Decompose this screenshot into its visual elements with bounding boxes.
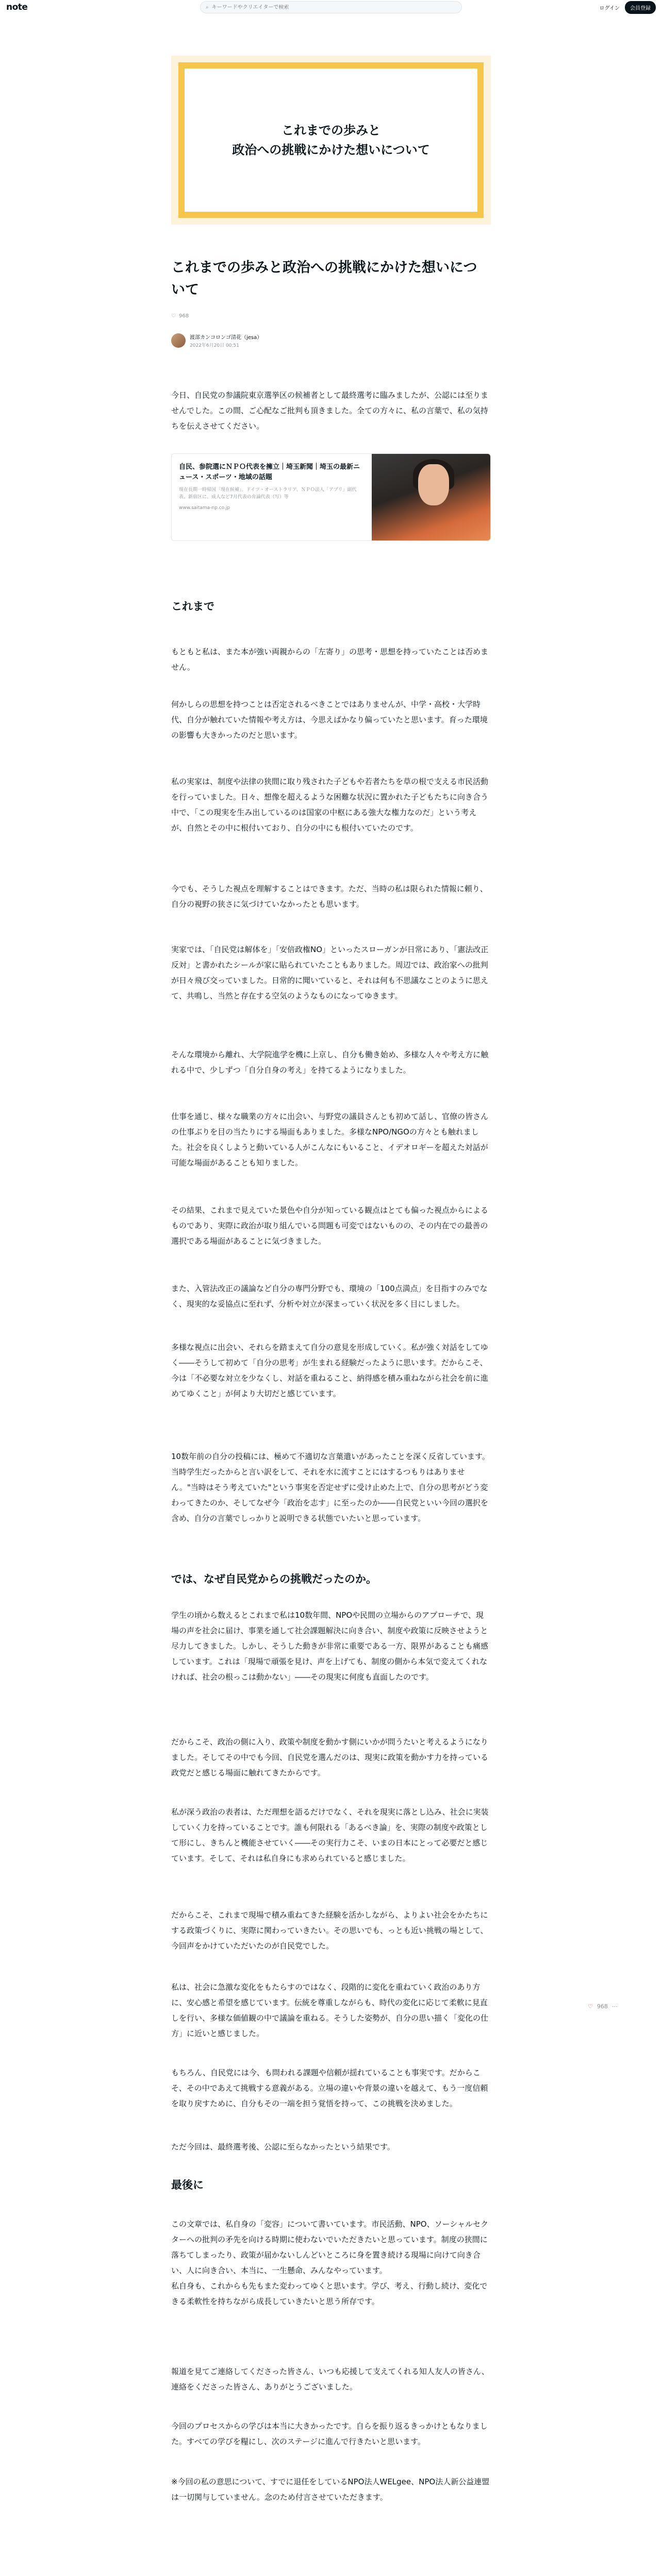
note-logo[interactable]: note: [6, 2, 28, 12]
body-paragraph: ※今回の私の意思について、すでに退任をしているNPO法人WELgee、NPO法人新公益連盟は一切関与していません。念のため付言させていただきます。: [171, 2477, 490, 2502]
body-paragraph: もともと私は、また本が強い両親からの「左寄り」の思考・思想を持っていたことは否めません。: [171, 647, 489, 672]
body-paragraph: 私の実家は、制度や法律の狭間に取り残された子どもや若者たちを草の根で支える市民活動を行っていました。日々、想像を超えるような困難な状況に置かれた子どもたちに向き合う中で、「この現実を生み出しているのは国家の中枢にある強大な権力なのだ」という考えが、自然とその中に根付いており、自分の中にも根付いていたのです。: [171, 777, 489, 833]
top-bar: [0, 0, 662, 14]
embed-url: www.saitama-np.co.jp: [179, 505, 230, 511]
eyecatch-image: [171, 56, 491, 225]
author-name[interactable]: 渡部カンコロンゴ清花（jesa）: [190, 335, 262, 341]
section-heading-closing: 最後に: [171, 2179, 204, 2191]
intro-paragraph: 今日、自民党の参議院東京選挙区の候補者として最終選考に臨みましたが、公認には至りませんでした。この間、ご心配なご批判も頂きました。全ての方々に、私の言葉で、私の気持ちを伝えさせてください。: [171, 391, 489, 431]
body-paragraph: そんな環境から離れ、大学院進学を機に上京し、自分も働き始め、多様な人々や考え方に触れる中で、少しずつ「自分自身の考え」を持てるようになりました。: [171, 1050, 489, 1075]
section-heading-why: では、なぜ自民党からの挑戦だったのか。: [171, 1573, 377, 1585]
embed-title: 自民、参院選にＮＰＯ代表を擁立｜埼玉新聞｜埼玉の最新ニュース・スポーツ・地域の話題: [179, 463, 360, 481]
body-paragraph: だからこそ、これまで現場で積み重ねてきた経験を活かしながら、よりよい社会をかたちにする政策づくりに、実際に関わっていきたい。その思いでも、っとも近い挑戦の場として、今回声をかけていただいたのが自民党でした。: [171, 1910, 488, 1951]
body-paragraph: だからこそ、政治の側に入り、政策や制度を動かす側にいかが問うたいと考えるようになりました。そしてその中でも今回、自民党を選んだのは、現実に政策を動かす力を持っている政党だと感じる場面に触れてきたからです。: [171, 1737, 489, 1777]
search-icon: ⌕: [206, 4, 209, 10]
body-paragraph: この文章では、私自身の「変容」について書いています。市民活動、NPO、ソーシャルセクターへの批判の矛先を向ける時期に使わないでいただきたいと思っています。制度の狭間に落ちてしまったり、政策が届かないしんどいところに身を置き続ける現場に向けて向き合い、人に向き合い、本当に、一生懸命、みんなやっています。 私自身も、これからも先もまた変わってゆくと思います。学び、考え、行動し続け、変化できる柔軟性を持ちながら成長していきたいと思う所存です。: [171, 2219, 488, 2306]
body-paragraph: その結果、これまで見えていた景色や自分が知っている観点はとても偏った視点からによるものであり、実際に政治が取り組んでいる問題も可変ではないものの、その内在での最善の選択である場面があることに気づきました。: [171, 1206, 489, 1246]
author-avatar[interactable]: [171, 333, 186, 348]
floating-like[interactable]: [588, 2003, 618, 2010]
body-paragraph: 私は、社会に急激な変化をもたらすのではなく、段階的に変化を重ねていく政治のあり方に、安心感と希望を感じています。伝統を尊重しながらも、時代の変化に応じて柔軟に見直しを行い、多様な価値観の中で議論を重ねる。そうした姿勢が、自分の思い描く「変化の仕方」に近いと感じました。: [171, 1982, 489, 2038]
body-paragraph: 私が深う政治の表者は、ただ理想を語るだけでなく、それを現実に落とし込み、社会に実装していく力を持っていることです。誰も何限れる「あるべき論」を、実際の制度や政策として形にし、きちんと機能させていく――その実行力こそ、いまの日本にとって必要だと感じています。そして、それは私自身にも求められていると感じました。: [171, 1807, 489, 1863]
article-title: これまでの歩みと政治への挑戦にかけた想いについて: [171, 260, 477, 298]
body-paragraph: また、入管法改正の議論など自分の専門分野でも、環境の「100点満点」を目指すのみでなく、現実的な妥協点に至れず、分析や対立が深まっていく状況を多く目にしました。: [171, 1284, 488, 1309]
signup-button[interactable]: 会員登録: [625, 1, 656, 14]
link-embed-card[interactable]: [171, 453, 491, 541]
body-paragraph: 仕事を通じ、様々な職業の方々に出会い、与野党の議員さんとも初めて話し、官僚の皆さんの仕事ぶりを目の当たりにする場面もありました。多様なNPO/NGOの方々とも触れました。社会を良くしようと動いている人がこんなにもいること、イデオロギーを超えた対話が可能な場面があることも知りました。: [171, 1112, 489, 1167]
body-paragraph: 報道を見てご連絡してくださった皆さん、いつも応援して支えてくれる知人友人の皆さん、連絡をくださった皆さん、ありがとうございました。: [171, 2367, 489, 2392]
eyecatch-frame: [178, 62, 484, 218]
post-date: 2022年6月20日 00:51: [190, 343, 239, 348]
body-paragraph: 多様な視点に出会い、それらを踏まえて自分の意見を形成していく。私が強く対話をしてゆく――そうして初めて「自分の思考」が生まれる経験だったように思います。だからこそ、今は「不必要な対立を少なくし、対話を重ねること、納得感を積み重ねながら社会を前に進めてゆくこと」が何より大切だと感じています。: [171, 1343, 489, 1398]
embed-text: [172, 454, 372, 540]
search-box[interactable]: [200, 1, 462, 13]
embed-description: 現在長期一時帰国「現在候補」。ドイツ・オーストラリア、ＮＰＯ法人「アプリ」副代表、新宿区に、成人など7月代表の弁論代表（写）等: [179, 487, 357, 500]
floating-like-count: 968: [597, 2003, 608, 2010]
header-actions: [600, 1, 656, 14]
section-heading-past: これまで: [171, 600, 214, 613]
body-paragraph: 今でも、そうした視点を理解することはできます。ただ、当時の私は限られた情報に頼り、自分の視野の狭さに気づけていなかったとも思います。: [171, 884, 488, 909]
body-paragraph: 何かしらの思想を持つことは否定されるべきことではありませんが、中学・高校・大学時代、自分が触れていた情報や考え方は、今思えばかなり偏っていたと思います。育った環境の影響も大きかったのだと思います。: [171, 700, 488, 740]
author-meta: [190, 333, 262, 348]
body-paragraph: ただ今回は、最終選考後、公認に至らなかったという結果です。: [171, 2142, 395, 2151]
search-input[interactable]: [212, 5, 439, 10]
like-count: 968: [178, 313, 189, 319]
heart-icon[interactable]: ♡: [588, 2003, 593, 2010]
embed-thumbnail: [372, 454, 490, 541]
body-paragraph: もちろん、自民党には今、も問われる課題や信頼が揺れていることも事実です。だからこそ、その中であえて挑戦する意義がある。立場の違いや背景の違いを越えて、もう一度信頼を取り戻すために、自分もその一端を担う覚悟を持って、この挑戦を決めました。: [171, 2068, 488, 2108]
login-link[interactable]: ログイン: [599, 5, 620, 11]
author-row[interactable]: [171, 333, 262, 348]
body-paragraph: 10数年前の自分の投稿には、極めて不適切な言葉遣いがあったことを深く反省しています。当時学生だったからと言い訳をして、それを水に流すことにはするつもりはありません。"当時はそう考えていた"という事実を否定せずに受け止めた上で、自分の思考がどう変わってきたのか、そしてなぜ今「政治を志す」に至ったのか――自民党といい今回の選択を含め、自分の言葉でしっかりと説明できる状態でいたいと思っています。: [171, 1452, 490, 1523]
title-like-row[interactable]: [171, 313, 189, 319]
body-paragraph: 学生の頃から数えるとこれまで私は10数年間、NPOや民間の立場からのアプローチで、現場の声を社会に届け、事業を通して社会課題解決に向き合い、制度や政策に反映させようと尽力してきました。しかし、そうした動きが非常に重要である一方、限界があることも痛感しています。これは「現場で頑張を見け、声を上げても、制度の側から本気で変えてくれなければ、社会の根っこは動かない」――その現実に何度も直面したのです。: [171, 1611, 489, 1682]
body-paragraph: 実家では、「自民党は解体を」「安倍政権NO」といったスローガンが日常にあり、「憲法改正反対」と書かれたシールが家に貼られていたこともありました。周辺では、政治家への批判が日々飛び交っていました。日常的に聞いていると、それは何も不思議なことのように思えて、共鳴し、当然と存在する空気のようなものになってゆきます。: [171, 945, 489, 1001]
eyecatch-title: これまでの歩みと 政治への挑戦にかけた想いについて: [232, 123, 430, 157]
body-paragraph: 今回のプロセスからの学びは本当に大きかったです。自らを振り返るきっかけともなりました。すべての学びを糧にし、次のステージに進んで行きたいと思います。: [171, 2421, 488, 2446]
thumbnail-face: [418, 464, 449, 505]
heart-icon[interactable]: ♡: [171, 313, 176, 319]
more-options-icon[interactable]: ⋯: [611, 2003, 618, 2010]
